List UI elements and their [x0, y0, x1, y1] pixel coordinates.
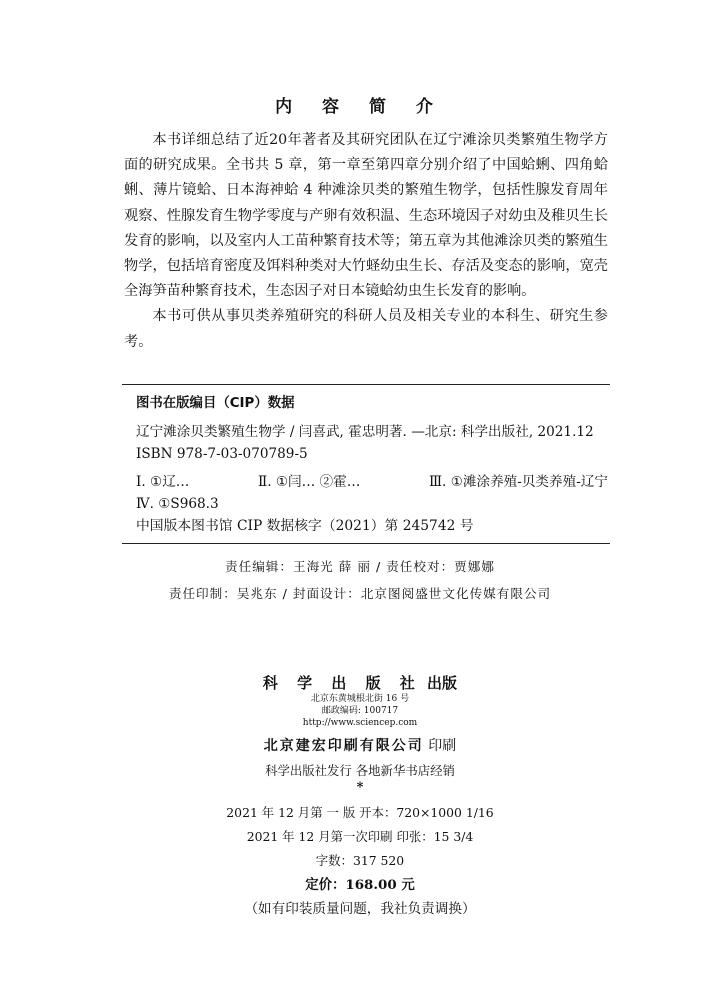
cip-heading: 图书在版编目（CIP）数据	[136, 396, 295, 411]
publisher-suffix: 出版	[427, 674, 458, 692]
separator-star: *	[356, 780, 364, 795]
cip-class-3: Ⅲ. ①滩涂养殖-贝类养殖-辽宁	[428, 474, 608, 490]
cip-class-1: Ⅰ. ①辽…	[136, 474, 190, 490]
publisher-address: 北京东黄城根北街 16 号	[310, 694, 410, 704]
cip-data-block	[122, 384, 610, 544]
price-line: 定价：168.00 元	[305, 877, 415, 893]
publisher-name: 科 学 出 版 社	[262, 674, 422, 692]
summary-paragraph-2: 本书可供从事贝类养殖研究的科研人员及相关专业的本科生、研究生参考。	[124, 308, 608, 350]
summary-paragraph-1: 本书详细总结了近20年著者及其研究团队在辽宁滩涂贝类繁殖生物学方面的研究成果。全书共 5 章，第一章至第四章分别介绍了中国蛤蜊、四角蛤蜊、薄片镜蛤、日本海神蛤 4 种滩涂贝类的繁殖生物学，包括性腺发育周年观察、性腺发育生物学零度与产卵有效积温、生态环境因子对幼虫及稚贝生长发育的影响，以及室内人工苗种繁育技术等；第五章为其他滩涂贝类的繁殖生物学，包括培育密度及饵料种类对大竹蛏幼虫生长、存活及变态的影响，宽壳全海笋苗种繁育技术，生态因子对日本镜蛤幼虫生长发育的影响。	[124, 132, 608, 300]
publisher-name-line	[0, 672, 720, 693]
cip-classification-row	[122, 471, 610, 493]
publisher-postcode: 邮政编码: 100717	[321, 706, 399, 716]
credits-editors: 责任编辑：王海光 薛 丽 / 责任校对：贾娜娜	[225, 559, 495, 574]
wordcount-line: 字数：317 520	[315, 853, 405, 868]
edition-line: 2021 年 12 月第 一 版 开本：720×1000 1/16	[226, 805, 494, 820]
credits-printing-design: 责任印制：吴兆东 / 封面设计：北京图阅盛世文化传媒有限公司	[168, 586, 552, 601]
cip-class-2: Ⅱ. ①闫… ②霍…	[257, 474, 361, 490]
printer-suffix: 印刷	[428, 738, 457, 754]
summary-section	[124, 128, 608, 355]
publisher-url: http://www.sciencep.com	[302, 718, 418, 728]
distribution-line: 科学出版社发行 各地新华书店经销	[265, 763, 455, 778]
cip-cn-data: 中国版本图书馆 CIP 数据核字（2021）第 245742 号	[136, 518, 474, 534]
printer-line	[0, 735, 720, 755]
cip-title-line: 辽宁滩涂贝类繁殖生物学 / 闫喜武, 霍忠明著. —北京: 科学出版社, 2021.12	[136, 424, 594, 440]
cip-class-4: Ⅳ. ①S968.3	[136, 496, 219, 512]
printer-name: 北京建宏印刷有限公司	[263, 738, 424, 754]
cip-isbn: ISBN 978-7-03-070789-5	[136, 446, 308, 462]
printing-line: 2021 年 12 月第一次印刷 印张：15 3/4	[246, 829, 474, 844]
quality-note: （如有印装质量问题，我社负责调换）	[244, 901, 476, 917]
page-title: 内 容 简 介	[275, 97, 445, 117]
